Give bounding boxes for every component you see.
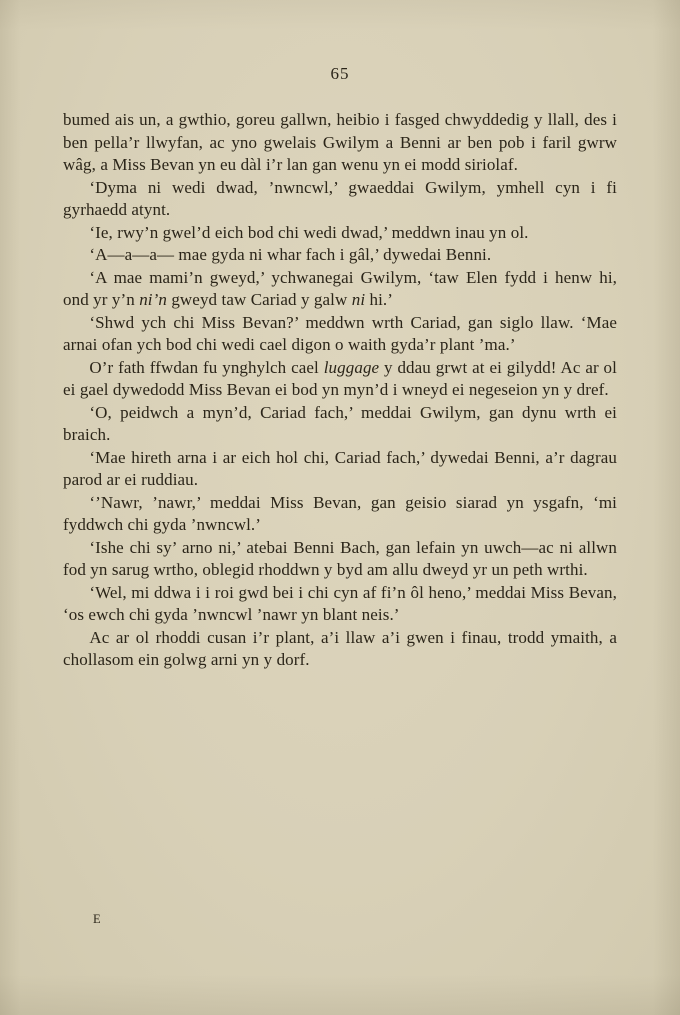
text-segment: bumed ais un, a gwthio, goreu gallwn, heibio i fasged chwyddedig y llall, des i ben pella’r llwyfan, ac yno gwelais Gwilym a Benni ar ben pob i faril gwrw wâg, a Miss Bevan yn eu dàl i’r lan gan wenu yn ei modd siriolaf.	[63, 110, 617, 174]
text-segment: ‘O, peidwch a myn’d, Cariad fach,’ meddai Gwilym, gan dynu wrth ei braich.	[63, 402, 617, 444]
paragraph	[63, 492, 617, 537]
text-block	[63, 109, 617, 672]
text-segment: Ac ar ol rhoddi cusan i’r plant, a’i llaw a’i gwen i finau, trodd ymaith, a chollasom ein golwg arni yn y dorf.	[63, 627, 617, 669]
text-segment: ‘Dyma ni wedi dwad, ’nwncwl,’ gwaeddai Gwilym, ymhell cyn i fi gyrhaedd atynt.	[63, 177, 617, 219]
text-segment: ‘Ie, rwy’n gwel’d eich bod chi wedi dwad,’ meddwn inau yn ol.	[89, 222, 529, 242]
text-segment-italic: ni	[351, 290, 366, 309]
page-number: 65	[330, 64, 350, 83]
paragraph	[63, 402, 617, 447]
text-segment: ‘Shwd ych chi Miss Bevan?’ meddwn wrth Cariad, gan siglo llaw. ‘Mae arnai ofan ych bod chi wedi cael digon o waith gyda’r plant ’ma.’	[63, 312, 617, 354]
text-segment: ‘Mae hireth arna i ar eich hol chi, Cariad fach,’ dywedai Benni, a’r dagrau parod ar ei ruddiau.	[63, 447, 617, 489]
text-segment-italic: ni’n	[139, 290, 167, 309]
text-segment: ‘’Nawr, ’nawr,’ meddai Miss Bevan, gan geisio siarad yn ysgafn, ‘mi fyddwch chi gyda ’nwncwl.’	[63, 492, 617, 534]
paragraph	[63, 537, 617, 582]
text-segment: ‘Ishe chi sy’ arno ni,’ atebai Benni Bach, gan lefain yn uwch—ac ni allwn fod yn sarug wrtho, oblegid rhoddwn y byd am allu dweyd yr un peth wrthi.	[63, 537, 617, 579]
paragraph	[63, 312, 617, 357]
paragraph	[63, 627, 617, 672]
text-segment: ‘Wel, mi ddwa i i roi gwd bei i chi cyn af fi’n ôl heno,’ meddai Miss Bevan, ‘os ewch chi gyda ’nwncwl ’nawr yn blant neis.’	[63, 582, 617, 624]
paragraph	[63, 177, 617, 222]
text-segment: hi.’	[365, 290, 394, 309]
text-segment: gweyd taw Cariad y galw	[166, 290, 352, 309]
text-segment: ‘A mae mami’n gweyd,’ ychwanegai Gwilym, ‘taw Elen fydd i henw hi, ond yr y’n	[63, 267, 617, 309]
paragraph	[63, 582, 617, 627]
paragraph	[63, 109, 617, 177]
text-segment: O’r fath ffwdan fu ynghylch cael	[89, 357, 324, 377]
paragraph	[63, 357, 617, 402]
text-segment: y ddau grwt at ei gilydd! Ac ar ol ei gael dywedodd Miss Bevan ei bod yn myn’d i wneyd ei negeseion yn y dref.	[63, 357, 617, 399]
printer-signature-mark: E	[93, 912, 102, 926]
paragraph	[63, 244, 617, 267]
paragraph	[63, 447, 617, 492]
paragraph	[63, 222, 617, 245]
text-segment-italic: luggage	[323, 357, 380, 377]
paragraph	[63, 267, 617, 312]
text-segment: ‘A—a—a— mae gyda ni whar fach i gâl,’ dywedai Benni.	[89, 245, 492, 264]
